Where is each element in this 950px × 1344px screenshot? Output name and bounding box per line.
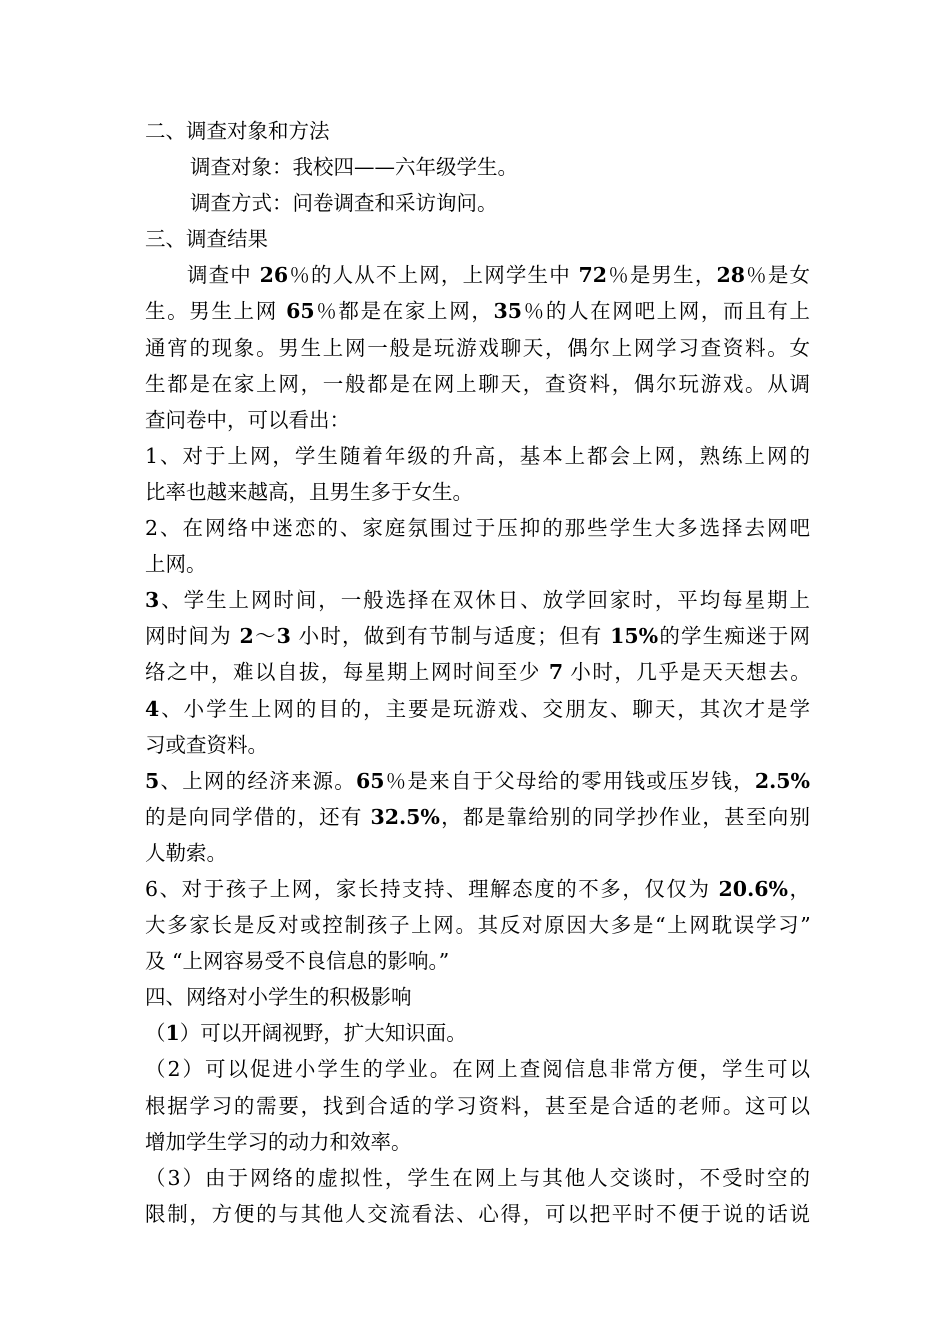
positive-effect-3 — [145, 1160, 810, 1232]
section-heading-4: 四、网络对小学生的积极影响 — [145, 985, 412, 1010]
paragraph-line: 络之中，难以自拔，每星期上网时间至少 7 小时，几乎是天天想去。 — [145, 660, 810, 685]
paragraph-line: 及 “上网容易受不良信息的影响。” — [145, 949, 450, 974]
paragraph-line: 上网。 — [145, 552, 207, 577]
paragraph-line: 查问卷中，可以看出： — [145, 407, 350, 432]
paragraph-line: 习或查资料。 — [145, 732, 268, 757]
paragraph-line: 根据学习的需要，找到合适的学习资料，甚至是合适的老师。这可以 — [145, 1093, 810, 1118]
paragraph-line: 限制，方便的与其他人交流看法、心得，可以把平时不便于说的话说 — [145, 1201, 810, 1226]
paragraph-line: 5、上网的经济来源。65％是来自于父母给的零用钱或压岁钱，2.5% — [145, 768, 811, 793]
finding-item-4 — [145, 691, 810, 763]
finding-item-3 — [145, 582, 810, 690]
results-intro-paragraph — [145, 257, 810, 437]
paragraph-line: （1）可以开阔视野，扩大知识面。 — [145, 1021, 467, 1046]
paragraph-line: 的是向同学借的，还有 32.5%，都是靠给别的同学抄作业，甚至向别 — [145, 804, 810, 829]
survey-subject-line: 调查对象：我校四——六年级学生。 — [190, 155, 518, 180]
section-heading-2: 二、调查对象和方法 — [145, 119, 330, 143]
paragraph-line: 调查中 26％的人从不上网，上网学生中 72％是男生，28％是女 — [187, 263, 810, 288]
paragraph-line: 6、对于孩子上网，家长持支持、理解态度的不多，仅仅为 20.6%， — [145, 876, 811, 901]
finding-item-5 — [145, 763, 810, 871]
positive-effect-1 — [145, 1015, 810, 1051]
paragraph-line: 比率也越来越高，且男生多于女生。 — [145, 479, 473, 504]
paragraph-line: 大多家长是反对或控制孩子上网。其反对原因大多是“上网耽误学习” — [145, 913, 810, 938]
finding-item-6 — [145, 871, 810, 979]
survey-method-line: 调查方式：问卷调查和采访询问。 — [190, 191, 498, 216]
paragraph-line: 3、学生上网时间，一般选择在双休日、放学回家时，平均每星期上 — [145, 588, 810, 613]
paragraph-line: 网时间为 2～3 小时，做到有节制与适度；但有 15%的学生痴迷于网 — [145, 624, 810, 649]
paragraph-line: 生。男生上网 65％都是在家上网，35％的人在网吧上网，而且有上 — [145, 299, 811, 324]
paragraph-line: 1、对于上网，学生随着年级的升高，基本上都会上网，熟练上网的 — [145, 443, 810, 468]
section-heading-3: 三、调查结果 — [145, 227, 268, 252]
paragraph-line: （3）由于网络的虚拟性，学生在网上与其他人交谈时，不受时空的 — [145, 1165, 810, 1190]
paragraph-line: 人勒索。 — [145, 840, 227, 865]
paragraph-line: （2）可以促进小学生的学业。在网上查阅信息非常方便，学生可以 — [145, 1057, 810, 1082]
finding-item-2 — [145, 510, 810, 582]
paragraph-line: 2、在网络中迷恋的、家庭氛围过于压抑的那些学生大多选择去网吧 — [145, 516, 810, 541]
document-body — [145, 113, 810, 1232]
paragraph-line: 通宵的现象。男生上网一般是玩游戏聊天，偶尔上网学习查资料。女 — [145, 335, 810, 360]
paragraph-line: 增加学生学习的动力和效率。 — [145, 1129, 412, 1154]
finding-item-1 — [145, 438, 810, 510]
paragraph-line: 生都是在家上网，一般都是在网上聊天，查资料，偶尔玩游戏。从调 — [145, 371, 810, 396]
positive-effect-2 — [145, 1051, 810, 1159]
paragraph-line: 4、小学生上网的目的，主要是玩游戏、交朋友、聊天，其次才是学 — [145, 696, 810, 721]
